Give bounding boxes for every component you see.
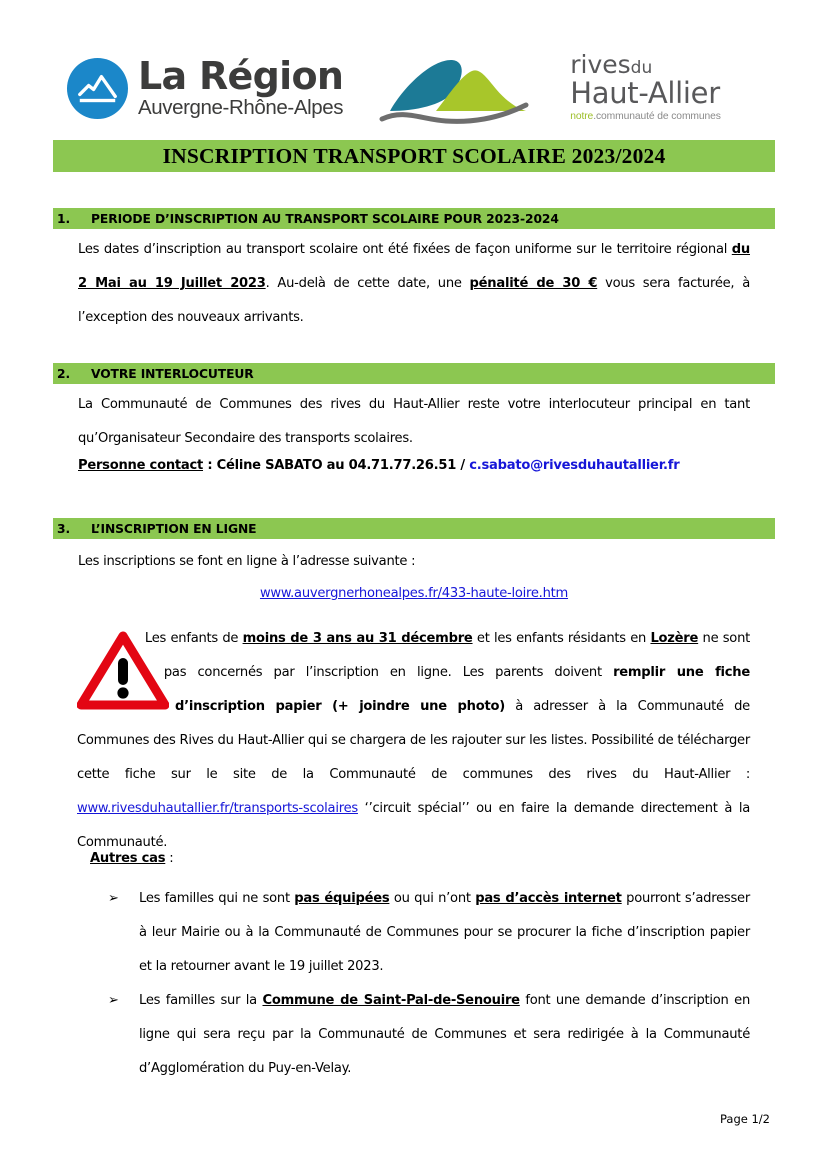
warning-paragraph-block <box>77 622 750 860</box>
page-footer <box>720 1112 770 1126</box>
warn-text-d: à adresser à la Communauté de Communes des Rives du Haut-Allier qui se chargera de les rajouter sur les listes. Possibilité de télécharger cette fiche sur le site de la Communauté de communes des rives du Haut-Allier : <box>77 699 750 782</box>
contact-details: : Céline SABATO au 04.71.77.26.51 / <box>203 458 470 473</box>
section-1-number: 1. <box>57 211 71 226</box>
document-title-banner <box>53 140 775 172</box>
bullet-2-text-a: Les familles sur la <box>139 993 263 1008</box>
warn-text-a: Les enfants de <box>144 631 243 646</box>
bullet-1-text-b: ou qui n’ont <box>389 891 476 906</box>
bullet-1-highlight-2: pas d’accès internet <box>475 891 622 906</box>
logo-rives-du-haut-allier <box>376 49 721 127</box>
section-2-number: 2. <box>57 366 71 381</box>
rives-tagline-accent: notre <box>570 110 594 122</box>
warn-age-highlight: moins de 3 ans au 31 décembre <box>242 631 473 646</box>
s1-penalty-highlight: pénalité de 30 € <box>469 276 598 291</box>
bullet-2-commune-highlight: Commune de Saint-Pal-de-Senouire <box>262 993 520 1008</box>
bullet-1-highlight-1: pas équipées <box>294 891 390 906</box>
other-cases-heading <box>90 848 750 870</box>
page-title: INSCRIPTION TRANSPORT SCOLAIRE 2023/2024 <box>162 143 666 168</box>
section-2-contact-line <box>78 455 750 477</box>
rives-wordmark <box>570 52 721 122</box>
section-3-label: L’INSCRIPTION EN LIGNE <box>91 521 257 536</box>
region-subtitle: Auvergne-Rhône-Alpes <box>138 95 344 119</box>
s2-text: La Communauté de Communes des rives du Haut-Allier reste votre interlocuteur principal en tant qu’Organisateur Secondaire des transports scolaires. <box>78 397 750 446</box>
warn-text-b: et les enfants résidants en <box>472 631 651 646</box>
other-cases-bullet-list <box>108 882 750 1086</box>
rives-download-url-link[interactable]: www.rivesduhautallier.fr/transports-scolaires <box>77 801 358 816</box>
section-2-label: VOTRE INTERLOCUTEUR <box>91 366 254 381</box>
s1-text-a: Les dates d’inscription au transport scolaire ont été fixées de façon uniforme sur le territoire régional <box>78 242 732 257</box>
section-2-paragraph <box>78 388 750 456</box>
bullet-2-text-b: font une demande d’inscription en ligne qui sera reçu par la Communauté de Communes et sera redirigée à la Communauté d’Agglomération du Puy-en-Velay. <box>139 993 750 1076</box>
contact-email-link[interactable]: c.sabato@rivesduhautallier.fr <box>469 458 680 473</box>
region-title: La Région <box>138 53 344 98</box>
other-cases-colon: : <box>165 851 174 866</box>
warn-form-highlight: remplir une fiche d’inscription papier (+ joindre une photo) <box>175 665 751 714</box>
section-3-url-line <box>78 583 750 605</box>
registration-url-link[interactable]: www.auvergnerhonealpes.fr/433-haute-loire.htm <box>259 586 569 601</box>
s1-text-c: vous sera facturée, à l’exception des nouveaux arrivants. <box>78 276 750 325</box>
warn-lozere-highlight: Lozère <box>650 631 699 646</box>
rives-line-2: Haut-Allier <box>570 76 720 111</box>
s1-dates-highlight: du 2 Mai au 19 Juillet 2023 <box>78 242 750 291</box>
rives-word-du: du <box>630 58 653 78</box>
warn-text-e: ‘’circuit spécial’’ ou en faire la demande directement à la Communauté. <box>77 801 750 850</box>
bullet-arrow-icon: ➢ <box>108 993 119 1008</box>
logo-header-row <box>52 42 775 134</box>
section-header-3 <box>53 518 775 539</box>
bullet-1-text-c: pourront s’adresser à leur Mairie ou à la Communauté de Communes pour se procurer la fiche d’inscription papier et la retourner avant le 19 juillet 2023. <box>139 891 750 974</box>
region-mountain-icon <box>66 57 129 120</box>
warn-text-c: ne sont pas concernés par l’inscription en ligne. Les parents doivent <box>163 631 750 680</box>
section-header-2 <box>53 363 775 384</box>
s3-intro-text: Les inscriptions se font en ligne à l’adresse suivante : <box>78 554 416 569</box>
bullet-arrow-icon: ➢ <box>108 891 119 906</box>
section-3-intro <box>78 551 750 573</box>
rives-tagline-rest: .communauté de communes <box>593 110 721 122</box>
region-wordmark <box>138 53 344 119</box>
rives-mountain-icon <box>376 49 566 127</box>
section-3-number: 3. <box>57 521 71 536</box>
list-item <box>108 882 750 984</box>
contact-label: Personne contact <box>78 458 204 473</box>
s1-text-b: . Au-delà de cette date, une <box>265 276 470 291</box>
section-1-label: PERIODE D’INSCRIPTION AU TRANSPORT SCOLAIRE POUR 2023-2024 <box>91 211 559 226</box>
rives-tagline <box>570 112 721 122</box>
section-1-paragraph <box>78 233 750 335</box>
section-header-1 <box>53 208 775 229</box>
rives-word-rives: rives <box>570 50 631 79</box>
logo-la-region <box>66 53 344 120</box>
bullet-1-text-a: Les familles qui ne sont <box>139 891 295 906</box>
list-item <box>108 984 750 1086</box>
other-cases-label: Autres cas <box>90 851 166 866</box>
rives-line-1 <box>570 52 721 78</box>
page-number: Page 1/2 <box>719 1112 770 1126</box>
